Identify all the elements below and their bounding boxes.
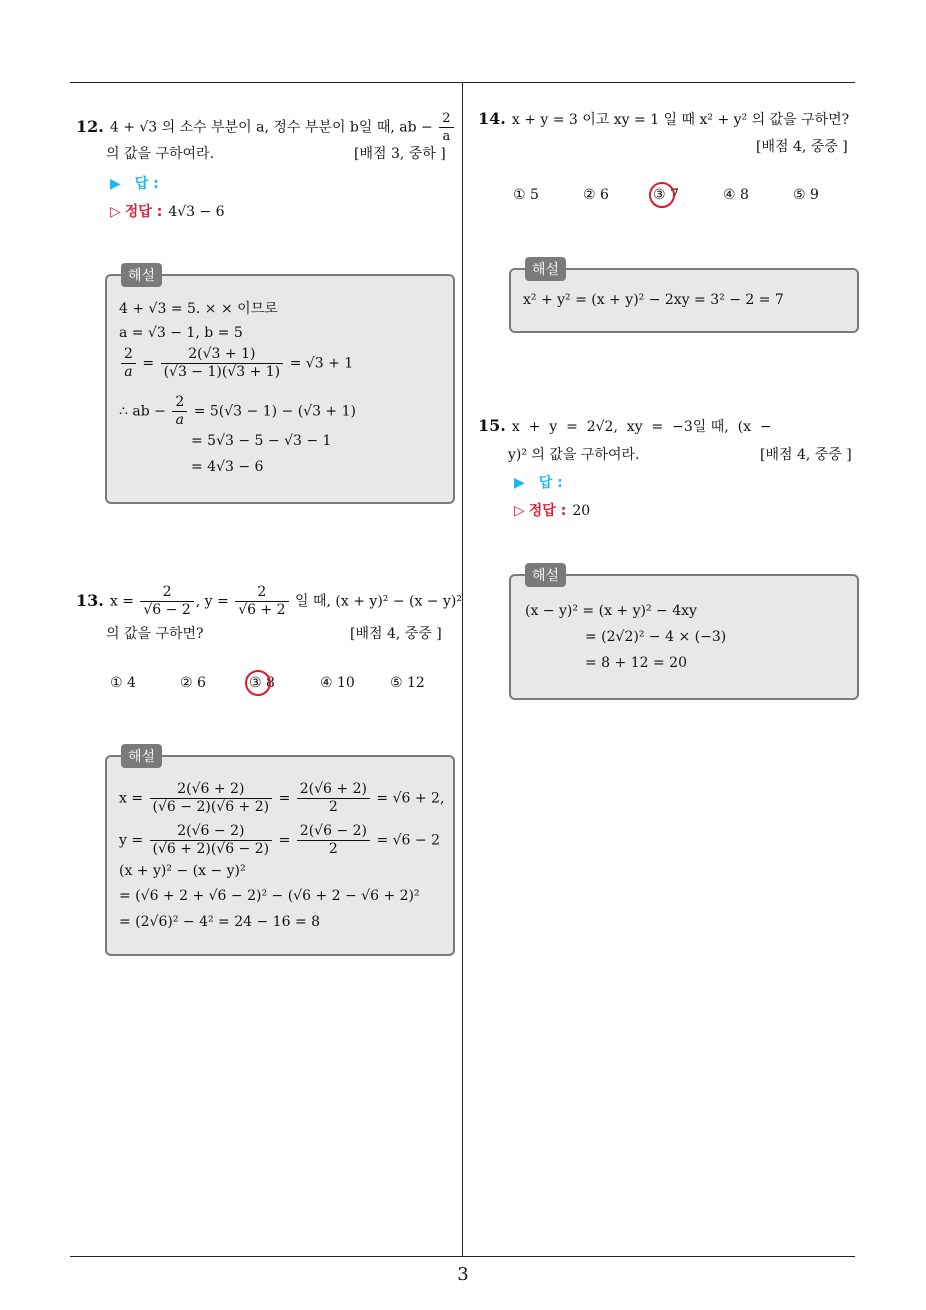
correct-value: 4√3 − 6 [168,204,225,220]
solution-line: = 5√3 − 5 − √3 − 1 [191,433,332,449]
solution-line: (x − y)² = (x + y)² − 4xy [525,603,697,619]
solution-tag: 해설 [121,263,162,287]
choice-2[interactable]: ② 6 [583,187,609,203]
bottom-rule [70,1256,855,1257]
solution-line: = 8 + 12 = 20 [585,655,687,671]
correct-label: 정답 : [124,204,163,220]
play-icon: ▶ [514,475,525,491]
solution-line: y = $\frac{2(√6 - 2)}{(√6 + 2)(√6 - 2)}$ = $\frac{2(√6 - 2)}{2}$ = √6 − 2 [119,823,440,857]
solution-tag: 해설 [121,744,162,768]
score-difficulty: [배점 4, 중중 ] [760,447,852,463]
question-text: 4 + √3 의 소수 부분이 a, 정수 부분이 b일 때, ab − [109,119,433,136]
outline-triangle-icon: ▷ [110,204,121,220]
solution-box [509,568,859,700]
column-divider [462,82,463,1256]
score-difficulty: [배점 3, 중하 ] [354,146,446,162]
correct-answer-row [514,500,590,520]
solution-box [105,749,455,956]
fraction: $\frac{2}{a}$ [121,346,136,381]
question-number: 13. [76,590,104,610]
fraction: $\frac{2}{√6 - 2}$ [140,584,193,619]
choice-3-selected[interactable]: ③ 7 [653,187,679,203]
fraction: $\frac{2}{a}$ [172,394,187,429]
solution-tag: 해설 [525,563,566,587]
outline-triangle-icon: ▷ [514,503,525,519]
page-number: 3 [457,1264,469,1285]
question-13-line1: 13. x = $\frac{2}{√6 - 2}$ , y = $\frac{2}{√6 + 2}$ 일 때, (x + y)² − (x − y)² [76,584,463,618]
solution-line: x = $\frac{2(√6 + 2)}{(√6 - 2)(√6 + 2)}$ = $\frac{2(√6 + 2)}{2}$ = √6 + 2, [119,781,445,815]
choice-1[interactable]: ① 5 [513,187,539,203]
selected-circle-icon [649,182,675,208]
question-12-line1 [76,110,456,145]
solution-line: ∴ ab − $\frac{2}{a}$ = 5(√3 − 1) − (√3 + 1) [119,394,356,428]
solution-line: = (2√2)² − 4 × (−3) [585,629,727,645]
correct-answer-row [110,201,225,221]
solution-line: = 4√3 − 6 [191,459,264,475]
answer-row [110,173,159,193]
solution-line: (x + y)² − (x − y)² [119,863,246,879]
answer-row [514,472,563,492]
solution-tag: 해설 [525,257,566,281]
solution-box [509,262,859,333]
choice-3-selected[interactable]: ③ 8 [249,675,275,691]
answer-label: 답 : [134,176,159,192]
choice-5[interactable]: ⑤ 12 [390,675,425,691]
solution-line: x² + y² = (x + y)² − 2xy = 3² − 2 = 7 [523,292,784,308]
question-number: 14. [478,109,506,128]
score-difficulty: [배점 4, 중중 ] [350,626,442,642]
question-text-line2: 의 값을 구하면? [106,626,204,642]
choice-1[interactable]: ① 4 [110,675,136,691]
question-15-line1 [478,417,772,436]
solution-line: = (2√6)² − 4² = 24 − 16 = 8 [119,914,321,930]
selected-circle-icon [245,670,271,696]
question-number: 12. [76,116,104,136]
question-14-line1 [478,110,849,129]
solution-line: $\frac{2}{a}$ = $\frac{2(√3 + 1)}{(√3 - 1)(√3 + 1)}$ = √3 + 1 [119,346,353,381]
correct-value: 20 [572,503,591,519]
question-text-line2: y)² 의 값을 구하여라. [508,447,640,463]
fraction: $\frac{2(√6 + 2)}{(√6 - 2)(√6 + 2)}$ [150,781,273,816]
solution-line: = (√6 + 2 + √6 − 2)² − (√6 + 2 − √6 + 2)² [119,888,420,904]
question-number: 15. [478,416,506,435]
correct-label: 정답 : [528,503,567,519]
choice-4[interactable]: ④ 10 [320,675,355,691]
fraction: $\frac{2(√6 + 2)}{2}$ [297,781,370,816]
question-text: x + y = 2√2, xy = −3일 때, (x − [511,419,772,435]
question-text-line2: 의 값을 구하여라. [106,146,215,162]
solution-line: a = √3 − 1, b = 5 [119,325,243,341]
solution-line: 4 + √3 = 5. × × 이므로 [119,301,278,317]
choice-5[interactable]: ⑤ 9 [793,187,819,203]
choice-4[interactable]: ④ 8 [723,187,749,203]
answer-label: 답 : [538,475,563,491]
fraction: $\frac{2}{√6 + 2}$ [235,584,288,619]
fraction: $\frac{2(√6 - 2)}{(√6 + 2)(√6 - 2)}$ [150,823,273,858]
solution-box [105,268,455,504]
play-icon: ▶ [110,176,121,192]
fraction: $\frac{2}{a}$ [439,110,453,145]
fraction: $\frac{2(√6 - 2)}{2}$ [297,823,370,858]
score-difficulty: [배점 4, 중중 ] [756,139,848,155]
fraction: $\frac{2(√3 + 1)}{(√3 - 1)(√3 + 1)}$ [161,346,284,381]
choice-2[interactable]: ② 6 [180,675,206,691]
question-text: x + y = 3 이고 xy = 1 일 때 x² + y² 의 값을 구하면? [511,112,850,128]
